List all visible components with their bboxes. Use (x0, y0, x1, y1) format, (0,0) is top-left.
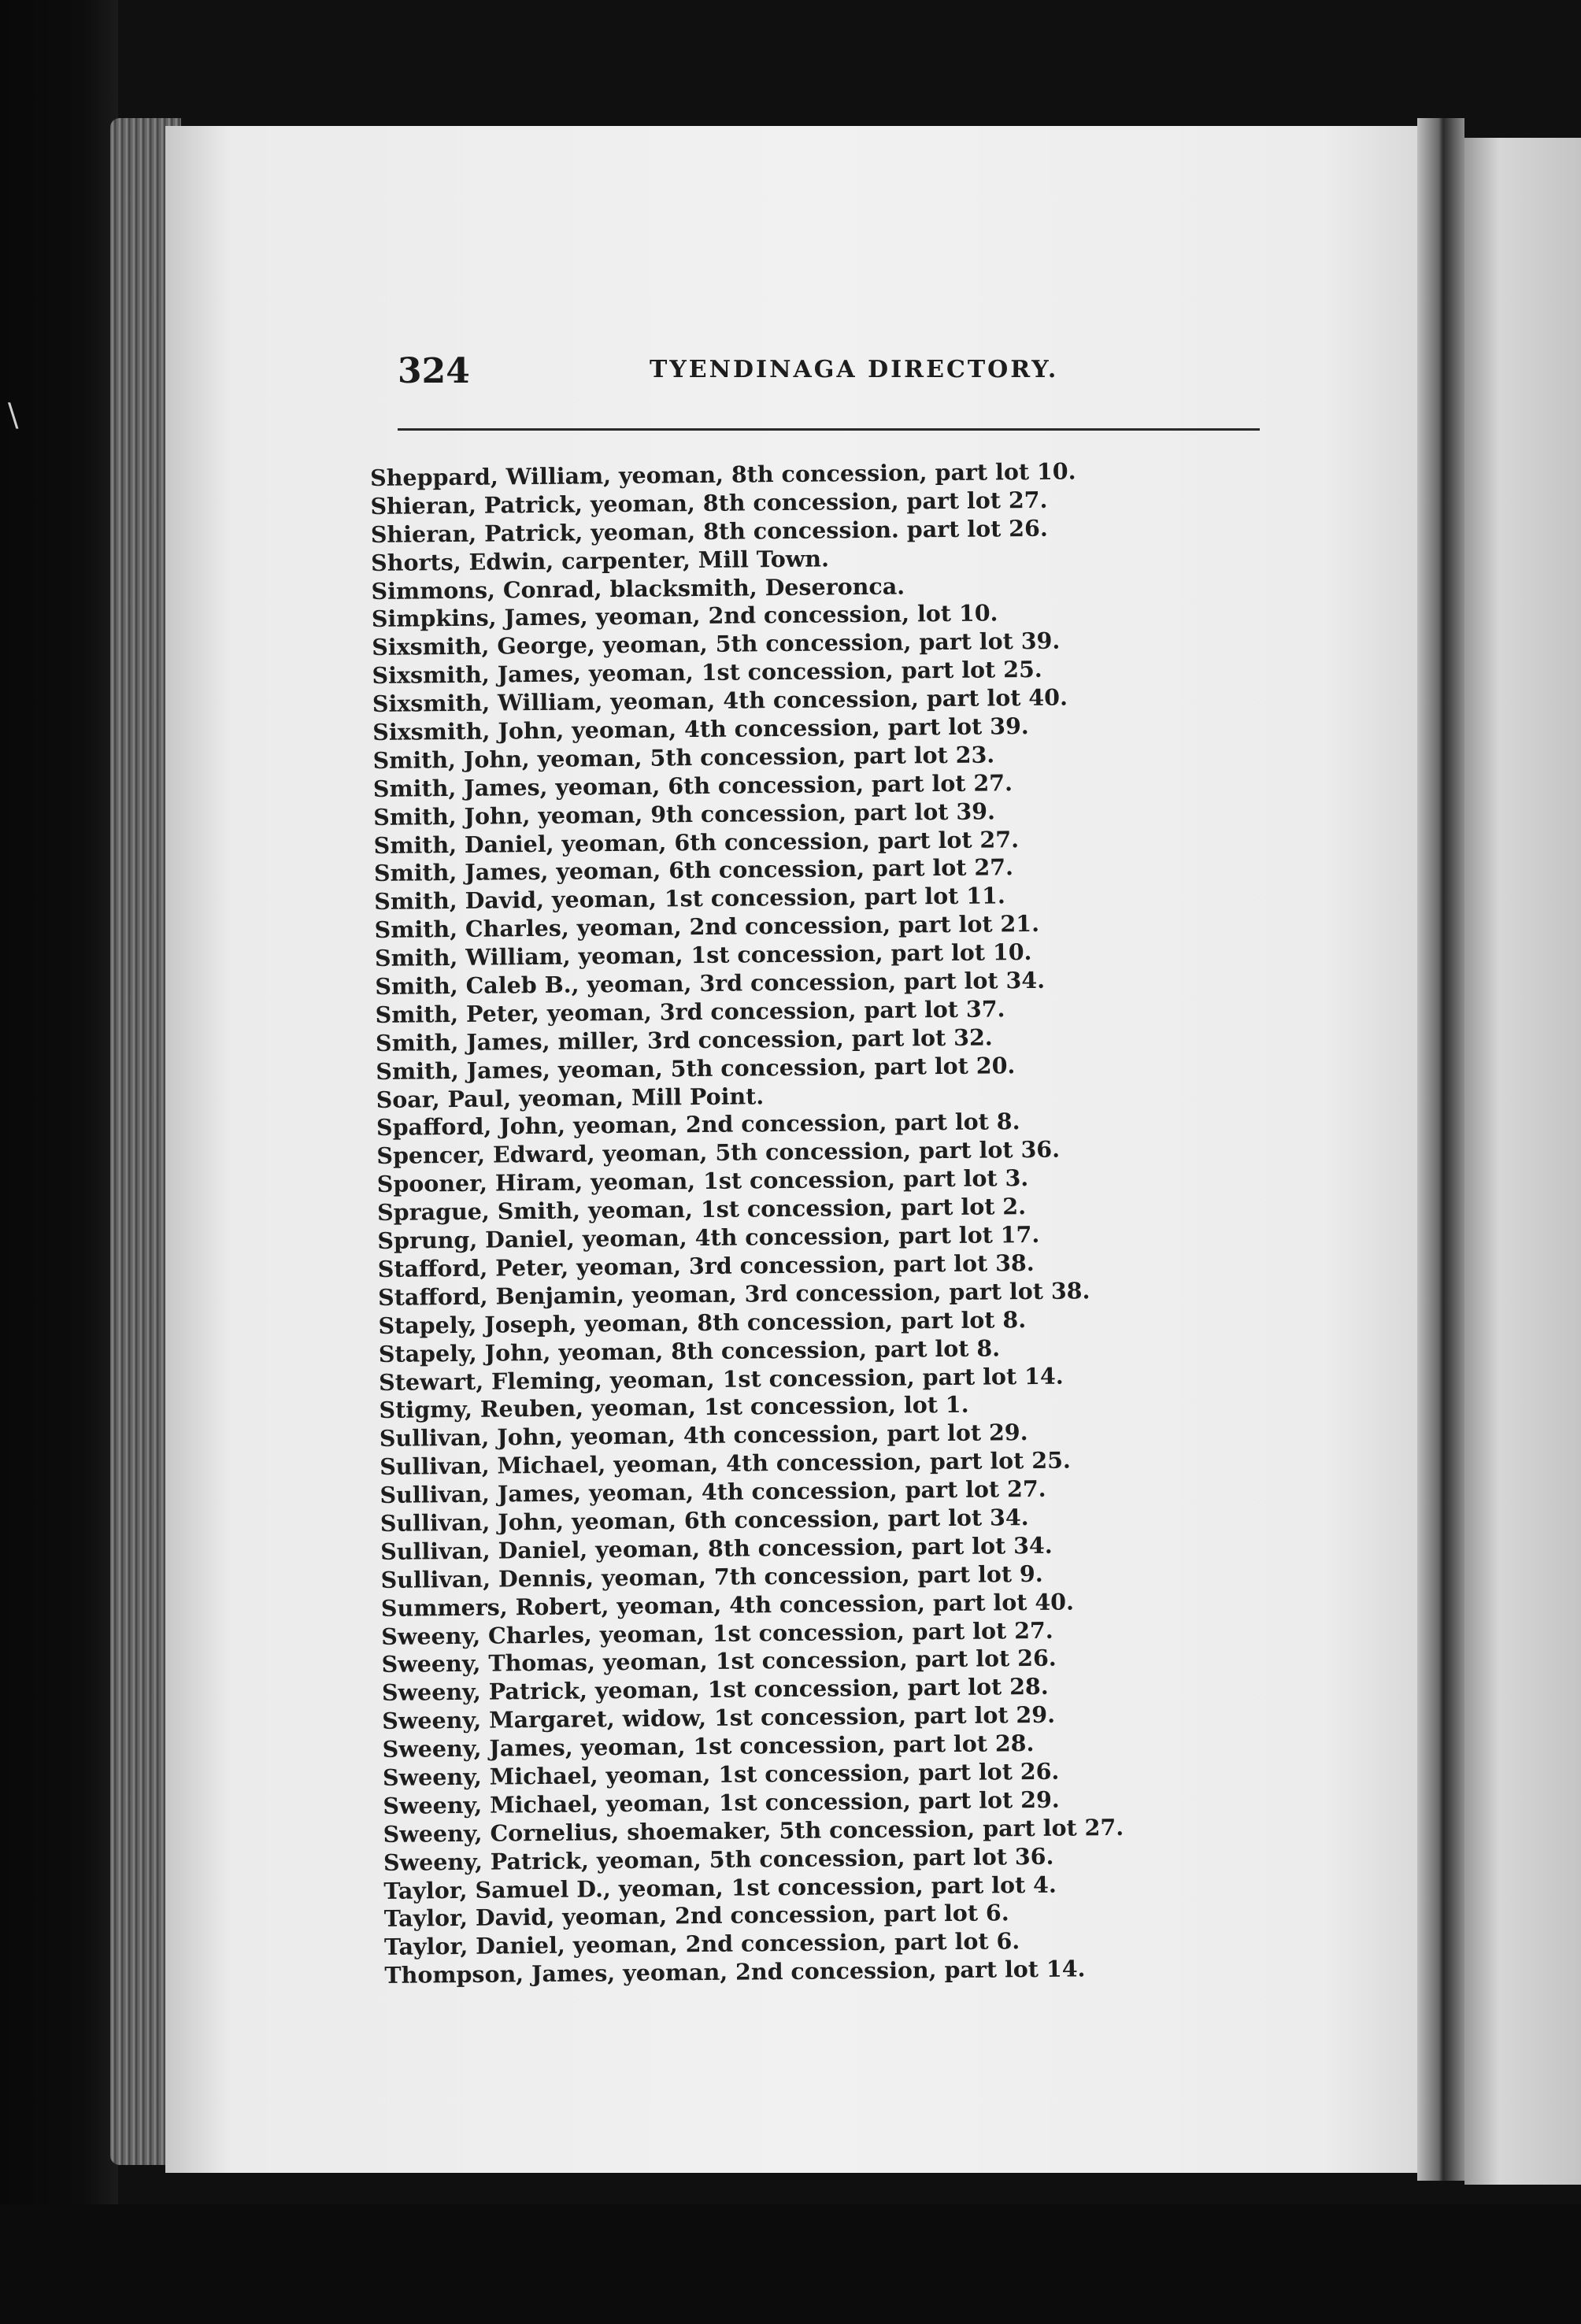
directory-entry: Smith, Charles, yeoman, 2nd concession, part lot 21. (374, 910, 1040, 944)
directory-entry: Simpkins, James, yeoman, 2nd concession, lot 10. (371, 599, 998, 633)
directory-entry: Smith, James, yeoman, 6th concession, part lot 27. (373, 853, 1014, 887)
directory-entry: Smith, James, yeoman, 6th concession, part lot 27. (372, 768, 1013, 802)
header-rule (398, 428, 1260, 431)
directory-entry: Sullivan, Daniel, yeoman, 8th concession, part lot 34. (380, 1531, 1053, 1565)
directory-entry: Taylor, David, yeoman, 2nd concession, part lot 6. (383, 1899, 1009, 1933)
directory-entry: Sixsmith, William, yeoman, 4th concession, part lot 40. (372, 683, 1068, 718)
directory-entry: Summers, Robert, yeoman, 4th concession, part lot 40. (380, 1588, 1075, 1622)
directory-entry: Sweeny, Thomas, yeoman, 1st concession, part lot 26. (381, 1645, 1057, 1678)
scan-background-bottom (0, 2204, 1581, 2324)
directory-entry: Spooner, Hiram, yeoman, 1st concession, part lot 3. (376, 1164, 1029, 1198)
directory-entry: Shieran, Patrick, yeoman, 8th concession. part lot 26. (370, 514, 1048, 548)
running-title: TYENDINAGA DIRECTORY. (650, 356, 1059, 383)
scan-background-left (0, 0, 118, 2324)
directory-entry: Stigmy, Reuben, yeoman, 1st concession, lot 1. (379, 1391, 969, 1424)
directory-entry: Sixsmith, John, yeoman, 4th concession, part lot 39. (372, 712, 1029, 746)
directory-entry: Sprung, Daniel, yeoman, 4th concession, part lot 17. (377, 1220, 1040, 1255)
directory-entry: Shorts, Edwin, carpenter, Mill Town. (371, 545, 830, 576)
directory-entry: Stapely, Joseph, yeoman, 8th concession, part lot 8. (378, 1305, 1027, 1339)
directory-entry: Taylor, Samuel D., yeoman, 1st concession, part lot 4. (383, 1871, 1057, 1904)
directory-entry: Sweeny, James, yeoman, 1st concession, part lot 28. (382, 1730, 1035, 1763)
page-header (398, 351, 1264, 398)
directory-entry: Sixsmith, George, yeoman, 5th concession, part lot 39. (372, 627, 1061, 661)
scan-speck: \ (8, 398, 19, 434)
directory-entry: Sweeny, Margaret, widow, 1st concession, part lot 29. (382, 1700, 1056, 1735)
directory-entry: Smith, Daniel, yeoman, 6th concession, part lot 27. (373, 825, 1020, 859)
directory-entry: Smith, Caleb B., yeoman, 3rd concession, part lot 34. (375, 966, 1046, 1000)
directory-entry: Smith, John, yeoman, 9th concession, part lot 39. (373, 797, 996, 831)
directory-entry: Sweeny, Michael, yeoman, 1st concession, part lot 26. (382, 1757, 1060, 1791)
directory-entry: Sullivan, John, yeoman, 6th concession, part lot 34. (380, 1503, 1029, 1537)
page-number: 324 (398, 351, 470, 391)
directory-entry: Sheppard, William, yeoman, 8th concession, part lot 10. (370, 457, 1076, 491)
directory-entry: Sweeny, Charles, yeoman, 1st concession, part lot 27. (381, 1616, 1053, 1650)
directory-entry: Sweeny, Cornelius, shoemaker, 5th concession, part lot 27. (383, 1813, 1124, 1848)
directory-entry: Sullivan, James, yeoman, 4th concession, part lot 27. (380, 1475, 1046, 1509)
directory-entry: Shieran, Patrick, yeoman, 8th concession, part lot 27. (370, 486, 1048, 520)
directory-entry: Sullivan, Dennis, yeoman, 7th concession, part lot 9. (380, 1560, 1043, 1593)
directory-entry: Stafford, Peter, yeoman, 3rd concession, part lot 38. (377, 1249, 1035, 1282)
directory-entry: Smith, John, yeoman, 5th concession, part lot 23. (372, 741, 995, 774)
facing-page-edge (1464, 138, 1581, 2185)
directory-entry: Stapely, John, yeoman, 8th concession, part lot 8. (378, 1334, 1001, 1367)
directory-entry: Thompson, James, yeoman, 2nd concession, part lot 14. (384, 1955, 1086, 1989)
directory-entry: Sweeny, Patrick, yeoman, 5th concession, part lot 36. (383, 1842, 1054, 1876)
directory-entry: Soar, Paul, yeoman, Mill Point. (376, 1082, 765, 1113)
directory-entry: Smith, William, yeoman, 1st concession, part lot 10. (374, 938, 1032, 972)
directory-entry: Sixsmith, James, yeoman, 1st concession, part lot 25. (372, 656, 1042, 690)
directory-entry: Smith, David, yeoman, 1st concession, part lot 11. (374, 882, 1006, 916)
directory-entry: Smith, James, miller, 3rd concession, part lot 32. (375, 1023, 993, 1057)
directory-entry: Stewart, Fleming, yeoman, 1st concession, part lot 14. (379, 1362, 1064, 1396)
directory-entry: Sullivan, John, yeoman, 4th concession, part lot 29. (379, 1419, 1028, 1452)
directory-entry: Spafford, John, yeoman, 2nd concession, part lot 8. (376, 1108, 1020, 1142)
directory-entries (370, 455, 1330, 1990)
directory-entry: Sweeny, Patrick, yeoman, 1st concession, part lot 28. (381, 1673, 1049, 1707)
directory-entry: Smith, Peter, yeoman, 3rd concession, part lot 37. (375, 995, 1005, 1028)
directory-entry: Sweeny, Michael, yeoman, 1st concession, part lot 29. (383, 1786, 1060, 1819)
directory-entry: Stafford, Benjamin, yeoman, 3rd concession, part lot 38. (377, 1277, 1090, 1311)
book-gutter (1417, 118, 1464, 2181)
directory-entry: Sullivan, Michael, yeoman, 4th concession, part lot 25. (380, 1446, 1072, 1481)
directory-entry: Smith, James, yeoman, 5th concession, part lot 20. (376, 1051, 1016, 1085)
directory-entry: Simmons, Conrad, blacksmith, Deseronca. (371, 572, 905, 605)
directory-entry: Spencer, Edward, yeoman, 5th concession, part lot 36. (376, 1136, 1061, 1170)
directory-entry: Sprague, Smith, yeoman, 1st concession, part lot 2. (376, 1193, 1027, 1227)
directory-entry: Taylor, Daniel, yeoman, 2nd concession, part lot 6. (383, 1927, 1020, 1961)
